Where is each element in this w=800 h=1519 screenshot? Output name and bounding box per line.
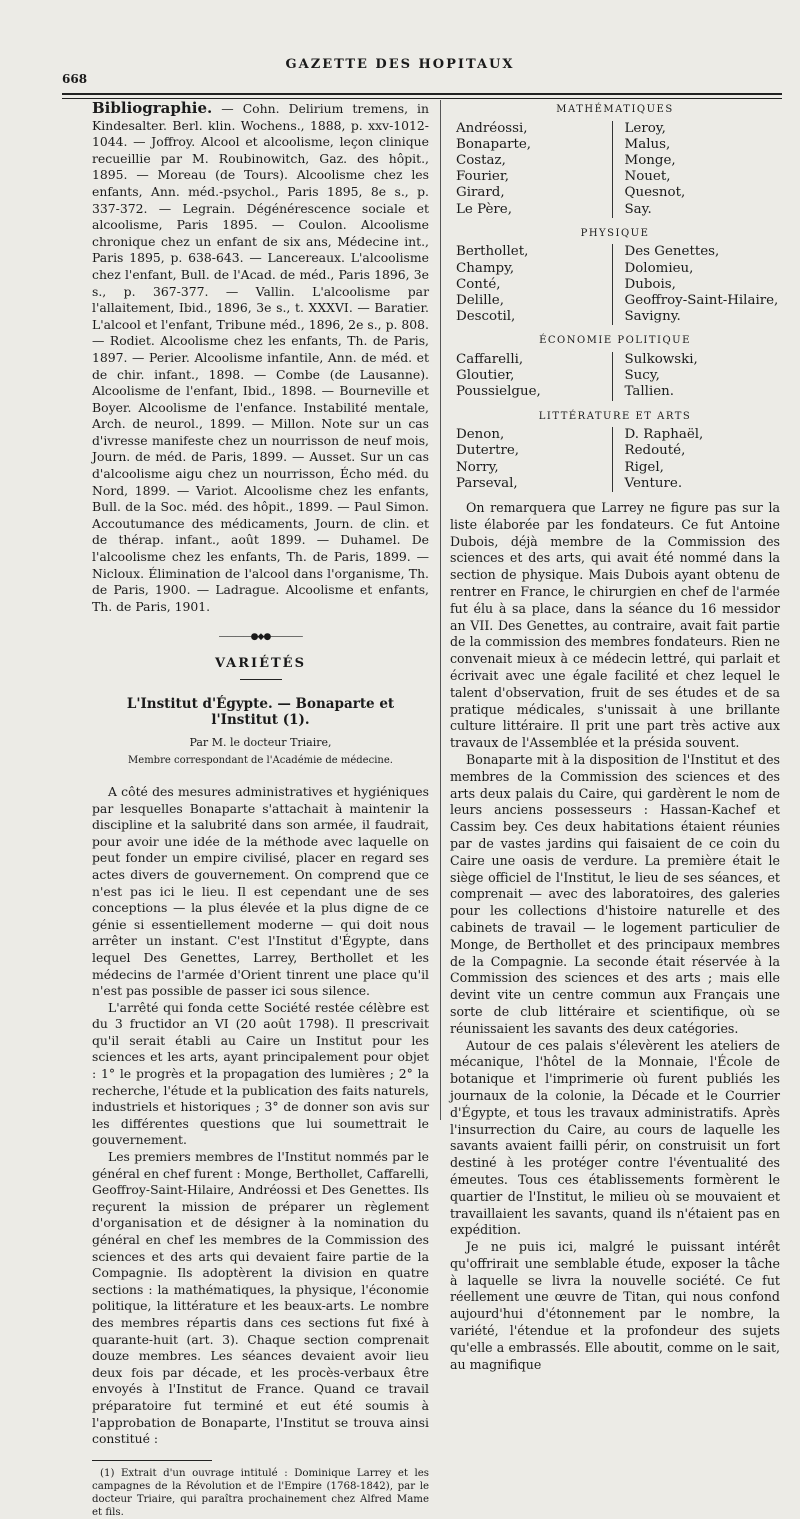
article-title: L'Institut d'Égypte. — Bonaparte et l'Institut (1). (126, 695, 395, 729)
column-divider (440, 100, 441, 1120)
member-column (612, 352, 781, 401)
member-name: Gloutier, (456, 368, 515, 384)
member-name: Redouté, (624, 443, 686, 459)
section-category: PHYSIQUE (580, 227, 650, 239)
member-name: Denon, (456, 427, 505, 443)
member-column (612, 427, 781, 492)
member-name: Descotil, (456, 309, 516, 325)
member-list (450, 352, 780, 401)
left-column (92, 100, 429, 1519)
member-name: Malus, (624, 136, 671, 152)
member-name: Venture. (624, 475, 683, 491)
member-list (450, 121, 780, 218)
member-name: Dubois, (624, 276, 676, 292)
member-name: Leroy, (624, 120, 666, 136)
paragraph: On remarquera que Larrey ne figure pas sur la liste élaborée par les fondateurs. Ce fut Antoine Dubois, déjà membre de la Commission des sciences et des arts, qui avait été nommé dans la section de physique. Mais Dubois ayant obtenu de rentrer en France, le chirurgien en chef de l'armée fut élu à sa place, dans la séance du 16 messidor an VII. Des Genettes, au contraire, avait fait partie de la commission des membres fondateurs. Rien ne convenait mieux à ce médecin lettré, qui parlait et écrivait avec une égale facilité et chez lequel le talent d'observation, fruit de ses études et de sa pratique médicales, s'unissait à une brillante culture littéraire. Il prit une part très active aux travaux de l'Assemblée et la présida souvent. (450, 500, 780, 751)
member-name: Delille, (456, 293, 504, 309)
member-name: Savigny. (624, 309, 681, 325)
header-rule-thick (62, 93, 782, 95)
member-name: Champy, (456, 260, 515, 276)
right-column (450, 100, 780, 1373)
article-byline: Par M. le docteur Triaire, (189, 735, 332, 749)
section-title: VARIÉTÉS (215, 656, 306, 671)
member-name: Parseval, (456, 475, 518, 491)
member-name: Tallien. (624, 384, 675, 400)
member-name: Conté, (456, 276, 501, 292)
page-number: 668 (62, 72, 88, 86)
section-category: ÉCONOMIE POLITIQUE (539, 335, 691, 347)
running-title: GAZETTE DES HOPITAUX (285, 57, 515, 72)
member-name: Des Genettes, (624, 244, 720, 260)
member-list (450, 427, 780, 492)
paragraph: Autour de ces palais s'élevèrent les ateliers de mécanique, l'hôtel de la Monnaie, l'École de botanique et l'imprimerie où furent publiés les journaux de la colonie, la Décade et le Courrier d'Égypte, et tous les travaux administratifs. Après l'insurrection du Caire, au cours de laquelle les savants avaient failli périr, on construisit un fort destiné à les protéger contre l'éventualité des émeutes. Tous ces établissements formèrent le quartier de l'Institut, le milieu où se mouvaient et travaillaient les savants, quand ils n'étaient pas en expédition. (450, 1037, 780, 1238)
member-name: Nouet, (624, 169, 671, 185)
member-name: Girard, (456, 185, 505, 201)
member-name: Quesnot, (624, 185, 686, 201)
section-category: MATHÉMATIQUES (556, 104, 674, 115)
member-name: Berthollet, (456, 244, 529, 260)
section-rule (240, 679, 282, 680)
member-column (450, 427, 612, 492)
member-name: Dutertre, (456, 443, 520, 459)
member-name: Dolomieu, (624, 260, 694, 276)
member-name: Norry, (456, 459, 499, 475)
member-column (612, 244, 781, 325)
member-column (450, 244, 612, 325)
member-name: Sucy, (624, 368, 660, 384)
member-name: Sulkowski, (624, 352, 698, 368)
paragraph: Je ne puis ici, malgré le puissant intérêt qu'offrirait une semblable étude, exposer la tâche à laquelle se livra la nouvelle société. Ce fut réellement une œuvre de Titan, qui nous confond aujourd'hui d'étonnement par le nombre, la variété, l'étendue et la profondeur des sujets qu'elle a embrassés. Elle aboutit, comme on le sait, au magnifique (450, 1239, 780, 1372)
member-name: Poussielgue, (456, 384, 541, 400)
author-affiliation: Membre correspondant de l'Académie de médecine. (128, 755, 393, 767)
member-name: Costaz, (456, 153, 506, 168)
paragraph: Bonaparte mit à la disposition de l'Institut et des membres de la Commission des sciences et des arts deux palais du Caire, qui gardèrent le nom de leurs anciens possesseurs : Hassan-Kachef et Cassim bey. Ces deux habitations étaient réunies par de vastes jardins qui faisaient de ce coin du Caire une oasis de verdure. La première était le siège officiel de l'Institut, le lieu de ses séances, et comprenait — avec des laboratoires, des galeries pour les collections d'histoire naturelle et des cabinets de travail — le logement particulier de Monge, de Berthollet et des principaux membres de la Compagnie. La seconde était réservée à la Commission des sciences et des arts ; mais elle devint vite un centre commun aux Français une sorte de club littéraire et scientifique, où se réunissaient les savants des deux catégories. (450, 751, 780, 1036)
member-name: Fourier, (456, 169, 510, 185)
member-name: Rigel, (624, 459, 664, 475)
member-column (450, 121, 612, 218)
section-category: LITTÉRATURE ET ARTS (538, 410, 692, 422)
member-name: Andréossi, (456, 120, 528, 136)
footnote: (1) Extrait d'un ouvrage intitulé : Dominique Larrey et les campagnes de la Révolution et de l'Empire (1768-1842), par le docteur Triaire, qui paraîtra prochainement chez Alfred Mame et fils. (92, 1467, 429, 1518)
bibliography (92, 100, 429, 615)
bibliography-text: — Cohn. Delirium tremens, in Kindesalter. Berl. klin. Wochens., 1888, p. xxv-1012-1044. — Joffroy. Alcool et alcoolisme, leçon clinique recueillie par M. Roubinowitch, Gaz. des hôpit., 1895. — Moreau (de Tours). Alcoolisme chez les enfants, Ann. méd.-psychol., Paris 1895, 8e s., p. 337-372. — Legrain. Dégénérescence sociale et alcoolisme, Paris 1895. — Coulon. Alcoolisme chronique chez un enfant de six ans, Médecine int., Paris 1895, p. 638-643. — Lancereaux. L'alcoolisme chez l'enfant, Bull. de l'Acad. de méd., Paris 1896, 3e s., p. 367-377. — Vallin. L'alcoolisme par l'allaitement, Ibid., 1896, 3e s., t. XXXVI. — Baratier. L'alcool et l'enfant, Tribune méd., 1896, 2e s., p. 808. — Rodiet. Alcoolisme chez les enfants, Th. de Paris, 1897. — Perier. Alcoolisme infantile, Ann. de méd. et de chir. infant., 1898. — Combe (de Lausanne). Alcoolisme de l'enfant, Ibid., 1898. — Bourneville et Boyer. Alcoolisme de l'enfance. Instabilité mentale, Arch. de neurol., 1899. — Millon. Note sur un cas d'ivresse manifeste chez un nourrisson de neuf mois, Journ. de méd. de Paris, 1899. — Ausset. Sur un cas d'alcoolisme aigu chez un nourrisson, Écho méd. du Nord, 1899. — Variot. Alcoolisme chez les enfants, Bull. de la Soc. méd. des hôpit., 1899. — Paul Simon. Accoutumance des médicaments, Journ. de clin. et de thérap. infant., août 1899. — Duhamel. De l'alcoolisme chez les enfants, Th. de Paris, 1899. — Nicloux. Élimination de l'alcool dans l'organisme, Th. de Paris, 1900. — Ladrague. Alcoolisme et enfants, Th. de Paris, 1901. (92, 101, 429, 614)
member-column (612, 121, 781, 218)
member-name: Say. (624, 201, 652, 217)
member-name: Monge, (624, 153, 676, 168)
paragraph: L'arrêté qui fonda cette Société restée célèbre est du 3 fructidor an VI (20 août 1798). Il prescrivait qu'il serait établi au Caire un Institut pour les sciences et les arts, ayant principalement pour objet : 1° le progrès et la propagation des lumières ; 2° la recherche, l'étude et la publication des faits naturels, industriels et historiques ; 3° de donner son avis sur les différentes questions que lui soumettrait le gouvernement. (92, 999, 429, 1148)
member-name: D. Raphaël, (624, 427, 704, 443)
member-name: Bonaparte, (456, 136, 532, 152)
member-name: Le Père, (456, 201, 512, 217)
ornament-divider: ————●◆●———— (218, 632, 303, 643)
bibliography-title: Bibliographie. (92, 99, 213, 117)
institute-members (450, 102, 780, 492)
member-name: Geoffroy-Saint-Hilaire, (624, 293, 779, 309)
member-column (450, 352, 612, 401)
member-list (450, 244, 780, 325)
footnote-rule (92, 1460, 212, 1461)
paragraph: Les premiers membres de l'Institut nommés par le général en chef furent : Monge, Berthollet, Caffarelli, Geoffroy-Saint-Hilaire, Andréossi et Des Genettes. Ils reçurent la mission de préparer un règlement d'organisation et de désigner à la nomination du général en chef les membres de la Commission des sciences et des arts qui devaient faire partie de la Compagnie. Ils adoptèrent la division en quatre sections : la mathématiques, la physique, l'économie politique, la littérature et les beaux-arts. Le nombre des membres répartis dans ces sections fut fixé à quarante-huit (art. 3). Chaque section comprenait douze membres. Les séances devaient avoir lieu deux fois par décade, et les procès-verbaux être envoyés à l'Institut de France. Quand ce travail préparatoire fut terminé et eut été soumis à l'approbation de Bonaparte, l'Institut se trouva ainsi constitué : (92, 1149, 429, 1447)
paragraph: A côté des mesures administratives et hygiéniques par lesquelles Bonaparte s'attachait à maintenir la discipline et la salubrité dans son armée, il faudrait, pour avoir une idée de la méthode avec laquelle on peut fonder un empire civilisé, placer en regard ses actes divers de gouvernement. On comprend que ce n'est pas ici le lieu. Il est cependant une de ses conceptions — la plus élevée et la plus digne de ce génie si essentiellement moderne — qui doit nous arrêter un instant. C'est l'Institut d'Égypte, dans lequel Des Genettes, Larrey, Berthollet et les médecins de l'armée d'Orient tinrent une place qu'il n'est pas possible de passer ici sous silence. (92, 783, 429, 999)
member-name: Caffarelli, (456, 352, 524, 368)
